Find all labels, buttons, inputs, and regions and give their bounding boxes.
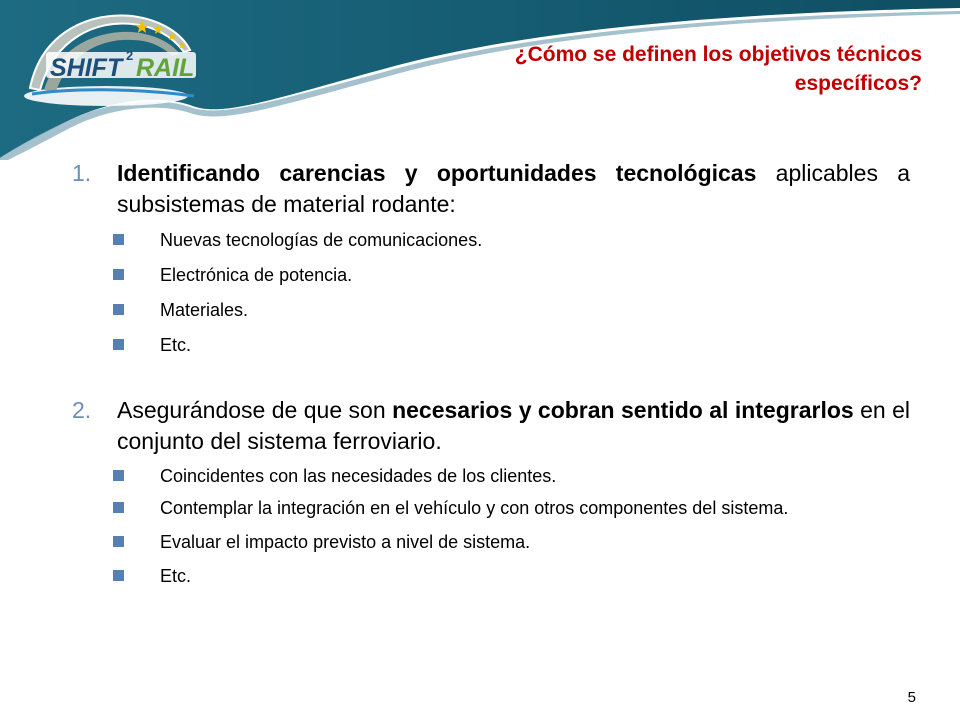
section-1-list [72, 226, 910, 359]
svg-text:RAIL: RAIL [136, 54, 195, 82]
square-bullet-icon [113, 269, 124, 280]
content-body [72, 158, 910, 590]
square-bullet-icon [113, 304, 124, 315]
shift2rail-logo [22, 10, 200, 110]
list-item-text: Evaluar el impacto previsto a nivel de sistema. [160, 532, 531, 552]
page-number: 5 [907, 689, 916, 706]
section-1-rest-text: aplicables a subsistemas de material rodante: [117, 160, 911, 217]
section-2-text-a: Asegurándose de que son [117, 397, 393, 423]
section-2-list [72, 462, 910, 590]
list-item-text: Nuevas tecnologías de comunicaciones. [160, 230, 483, 250]
list-item [72, 226, 910, 254]
list-item-text: Etc. [160, 566, 192, 586]
square-bullet-icon [113, 339, 124, 350]
list-item [72, 261, 910, 289]
section-2-heading [72, 395, 910, 457]
list-item [72, 462, 910, 490]
square-bullet-icon [113, 470, 124, 481]
square-bullet-icon [113, 536, 124, 547]
title-line-2: específicos? [794, 72, 922, 95]
list-item-text: Contemplar la integración en el vehículo y con otros componentes del sistema. [160, 498, 789, 518]
svg-text:2: 2 [126, 48, 134, 63]
list-item [72, 331, 910, 359]
title-line-1: ¿Cómo se definen los objetivos técnicos [514, 43, 922, 66]
square-bullet-icon [113, 570, 124, 581]
square-bullet-icon [113, 234, 124, 245]
section-2-text-b: en el conjunto del sistema ferroviario. [117, 397, 911, 454]
list-item-text: Electrónica de potencia. [160, 265, 353, 285]
list-item-text: Materiales. [160, 300, 249, 320]
section-1-heading [72, 158, 910, 220]
section-2-number: 2. [72, 397, 92, 423]
list-item [72, 562, 910, 590]
section-1-bold-text: Identificando carencias y oportunidades tecnológicas [117, 160, 757, 186]
section-1-number: 1. [72, 160, 92, 186]
section-2-bold-text: necesarios y cobran sentido al integrarlos [392, 397, 854, 423]
slide-title [362, 40, 922, 98]
list-item [72, 528, 910, 556]
list-item [72, 494, 910, 522]
logo-text: SHIFT [50, 54, 123, 82]
list-item [72, 296, 910, 324]
list-item-text: Etc. [160, 335, 192, 355]
square-bullet-icon [113, 502, 124, 513]
list-item-text: Coincidentes con las necesidades de los clientes. [160, 466, 557, 486]
